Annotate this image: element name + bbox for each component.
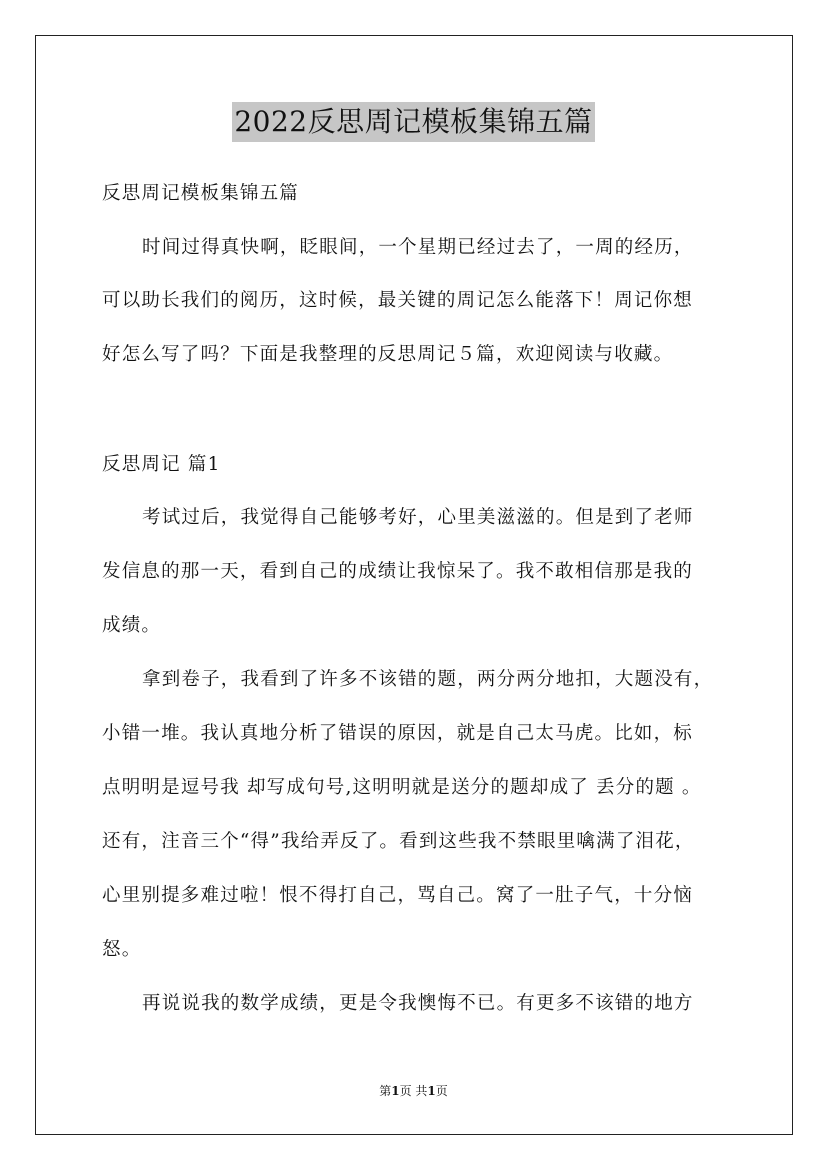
footer-page-mid: 页 共 bbox=[399, 1084, 428, 1098]
paragraph-line: 再说说我的数学成绩，更是令我懊悔不已。有更多不该错的地方 bbox=[142, 993, 694, 1014]
paragraph-line: 心里别提多难过啦！恨不得打自己，骂自己。窝了一肚子气，十分恼 bbox=[102, 885, 694, 906]
paragraph-line: 怒。 bbox=[102, 939, 142, 960]
footer-page-prefix: 第 bbox=[379, 1084, 392, 1098]
document-title: 2022反思周记模板集锦五篇 bbox=[232, 102, 594, 142]
section-heading: 反思周记 篇1 bbox=[102, 454, 221, 475]
footer-page-suffix: 页 bbox=[435, 1084, 448, 1098]
paragraph-line: 成绩。 bbox=[102, 615, 162, 636]
title-wrap bbox=[0, 102, 827, 142]
paragraph-line: 还有，注音三个“得”我给弄反了。看到这些我不禁眼里噙满了泪花， bbox=[102, 831, 695, 852]
paragraph-line: 小错一堆。我认真地分析了错误的原因，就是自己太马虎。比如，标 bbox=[102, 723, 694, 744]
paragraph-line: 时间过得真快啊，眨眼间，一个星期已经过去了，一周的经历， bbox=[142, 237, 694, 258]
paragraph-line: 点明明是逗号我 却写成句号,这明明就是送分的题却成了 丢分的题 。 bbox=[102, 777, 702, 798]
paragraph-line: 可以助长我们的阅历，这时候，最关键的周记怎么能落下！周记你想 bbox=[102, 290, 694, 311]
paragraph-line: 拿到卷子，我看到了许多不该错的题，两分两分地扣，大题没有， bbox=[142, 669, 714, 690]
footer-page-total: 1 bbox=[427, 1084, 436, 1098]
paragraph-line: 发信息的那一天，看到自己的成绩让我惊呆了。我不敢相信那是我的 bbox=[102, 561, 694, 582]
footer-page-current: 1 bbox=[391, 1084, 400, 1098]
paragraph-line: 好怎么写了吗？下面是我整理的反思周记５篇，欢迎阅读与收藏。 bbox=[102, 344, 674, 365]
section-heading: 反思周记模板集锦五篇 bbox=[102, 183, 300, 204]
paragraph-line: 考试过后，我觉得自己能够考好，心里美滋滋的。但是到了老师 bbox=[142, 507, 694, 528]
page-footer bbox=[0, 1082, 827, 1100]
